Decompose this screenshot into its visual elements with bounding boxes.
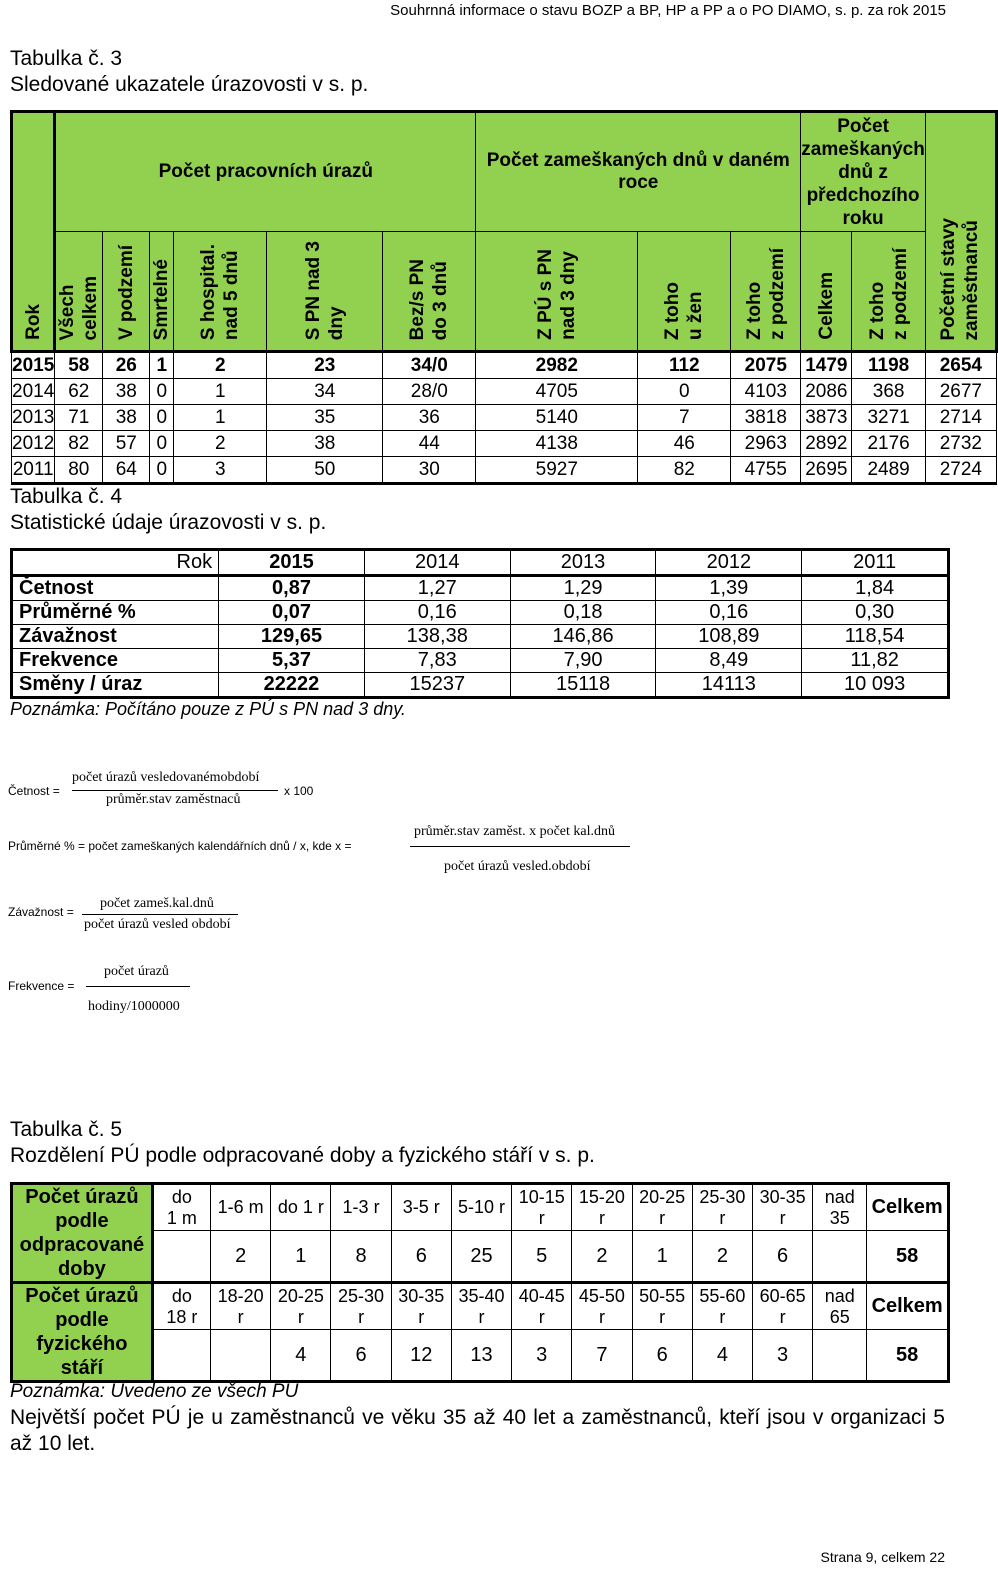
table4-number: Tabulka č. 4 <box>10 485 123 508</box>
table4-note: Poznámka: Počítáno pouze z PÚ s PN nad 3 dny. <box>10 699 406 719</box>
col-zen: Z toho u žen <box>638 232 731 352</box>
table4-title: Statistické údaje úrazovosti v s. p. <box>10 511 327 534</box>
col-z-podzemi-2: Z toho z podzemí <box>852 232 925 352</box>
table-row: Frekvence 5,37 7,83 7,90 8,49 11,82 <box>12 649 949 673</box>
formula-zavaznost-label: Závažnost = <box>8 905 74 919</box>
formula-prumerne-label: Průměrné % = počet zameškaných kalendářních dnů / x, kde x = <box>8 839 352 853</box>
formula-frekvence-numerator: počet úrazů <box>104 964 169 979</box>
fraction-line <box>82 914 238 915</box>
fraction-line <box>86 986 190 987</box>
table-row: Četnost 0,87 1,27 1,29 1,39 1,84 <box>12 576 949 601</box>
table-row: 2014 62 38 0 1 34 28/0 4705 0 4103 2086 368 2677 <box>12 379 997 405</box>
section1-label: Počet úrazů podle odpracované doby <box>12 1184 153 1283</box>
formula-cetnost-multiplier: x 100 <box>284 784 314 798</box>
col-rok: Rok <box>12 112 55 352</box>
fraction-line <box>410 846 630 847</box>
col-pocetni-stavy: Početní stavy zaměstnanců <box>925 112 996 352</box>
table-row: 2012 82 57 0 2 38 44 4138 46 2963 2892 2176 2732 <box>12 431 997 457</box>
col-vsech: Všech celkem <box>55 232 103 352</box>
col-podzemi: V podzemí <box>103 232 150 352</box>
formula-zavaznost-denominator: počet úrazů vesled období <box>84 917 231 932</box>
formula-cetnost-numerator: počet úrazů vesledovanémobdobí <box>72 770 260 785</box>
total-value-2: 58 <box>867 1330 949 1382</box>
table-header-row: Rok 2015 2014 2013 2012 2011 <box>12 550 949 576</box>
formula-cetnost-label: Četnost = <box>8 784 60 798</box>
table-row: 2015 58 26 1 2 23 34/0 2982 112 2075 1479 1198 2654 <box>12 352 997 379</box>
col-celkem: Celkem <box>801 232 852 352</box>
table5: Počet úrazů podle odpracované doby do 1 m 1-6 m do 1 r 1-3 r 3-5 r 5-10 r 10-15 r 15-20 r 20-25 r 25-30 r 30-35 r nad 35 Celkem 2 1 8 6 25 5 2 1 2 6 58 Počet úrazů podle fyzického stáří do 18 r 18-20 r 20-25 r 25-30 r 30-35 r 35-40 r 40-45 r 45-50 r 50-55 r 55-60 r 60-65 r nad 65 Celkem 4 6 12 13 3 7 6 4 3 58 <box>10 1182 950 1383</box>
formula-prumerne-numerator: průměr.stav zaměst. x počet kal.dnů <box>414 824 615 839</box>
table3-caption <box>10 46 368 98</box>
table5-number: Tabulka č. 5 <box>10 1118 123 1141</box>
formula-cetnost-denominator: průměr.stav zaměstnaců <box>106 792 241 807</box>
page-footer: Strana 9, celkem 22 <box>820 1549 945 1565</box>
total-value-1: 58 <box>867 1231 949 1283</box>
formula-frekvence-denominator: hodiny/1000000 <box>88 999 180 1014</box>
col-z-pu: Z PÚ s PN nad 3 dny <box>476 232 638 352</box>
group-header-predchozi: Počet zameškaných dnů z předchozího roku <box>801 112 926 232</box>
table5-caption <box>10 1117 595 1169</box>
table5-title: Rozdělení PÚ podle odpracované doby a fyzického stáří v s. p. <box>10 1144 595 1167</box>
table4 <box>10 548 950 699</box>
table3-title: Sledované ukazatele úrazovosti v s. p. <box>10 73 369 96</box>
table5-paragraph: Největší počet PÚ je u zaměstnanců ve věku 35 až 40 let a zaměstnanců, kteří jsou v organizaci 5 až 10 let. <box>10 1406 945 1455</box>
table-row: 2011 80 64 0 3 50 30 5927 82 4755 2695 2489 2724 <box>12 457 997 484</box>
col-bez-pn: Bez/s PN do 3 dnů <box>383 232 476 352</box>
table-row: 2013 71 38 0 1 35 36 5140 7 3818 3873 3271 2714 <box>12 405 997 431</box>
col-z-podzemi: Z toho z podzemí <box>731 232 801 352</box>
table-row: Závažnost 129,65 138,38 146,86 108,89 118,54 <box>12 625 949 649</box>
total-label: Celkem <box>867 1184 949 1231</box>
group-header-urazy: Počet pracovních úrazů <box>55 112 476 232</box>
table3-number: Tabulka č. 3 <box>10 47 123 70</box>
group-header-dny: Počet zameškaných dnů v daném roce <box>476 112 801 232</box>
col-smrtelne: Smrtelné <box>150 232 174 352</box>
table4-caption <box>10 484 326 536</box>
total-label: Celkem <box>867 1283 949 1330</box>
table3 <box>10 110 998 485</box>
formula-frekvence-label: Frekvence = <box>8 979 75 993</box>
formula-zavaznost-numerator: počet zameš.kal.dnů <box>100 896 214 911</box>
formula-prumerne-denominator: počet úrazů vesled.období <box>444 859 591 874</box>
table-row: Průměrné % 0,07 0,16 0,18 0,16 0,30 <box>12 601 949 625</box>
col-pn-nad3: S PN nad 3 dny <box>267 232 383 352</box>
page-header: Souhrnná informace o stavu BOZP a BP, HP a PP a o PO DIAMO, s. p. za rok 2015 <box>390 2 946 19</box>
table5-note: Poznámka: Uvedeno ze všech PÚ <box>10 1381 299 1402</box>
col-hospital: S hospital. nad 5 dnů <box>174 232 267 352</box>
fraction-line <box>72 790 278 791</box>
section2-label: Počet úrazů podle fyzického stáří <box>12 1283 153 1382</box>
table-row: Směny / úraz 22222 15237 15118 14113 10 093 <box>12 673 949 698</box>
